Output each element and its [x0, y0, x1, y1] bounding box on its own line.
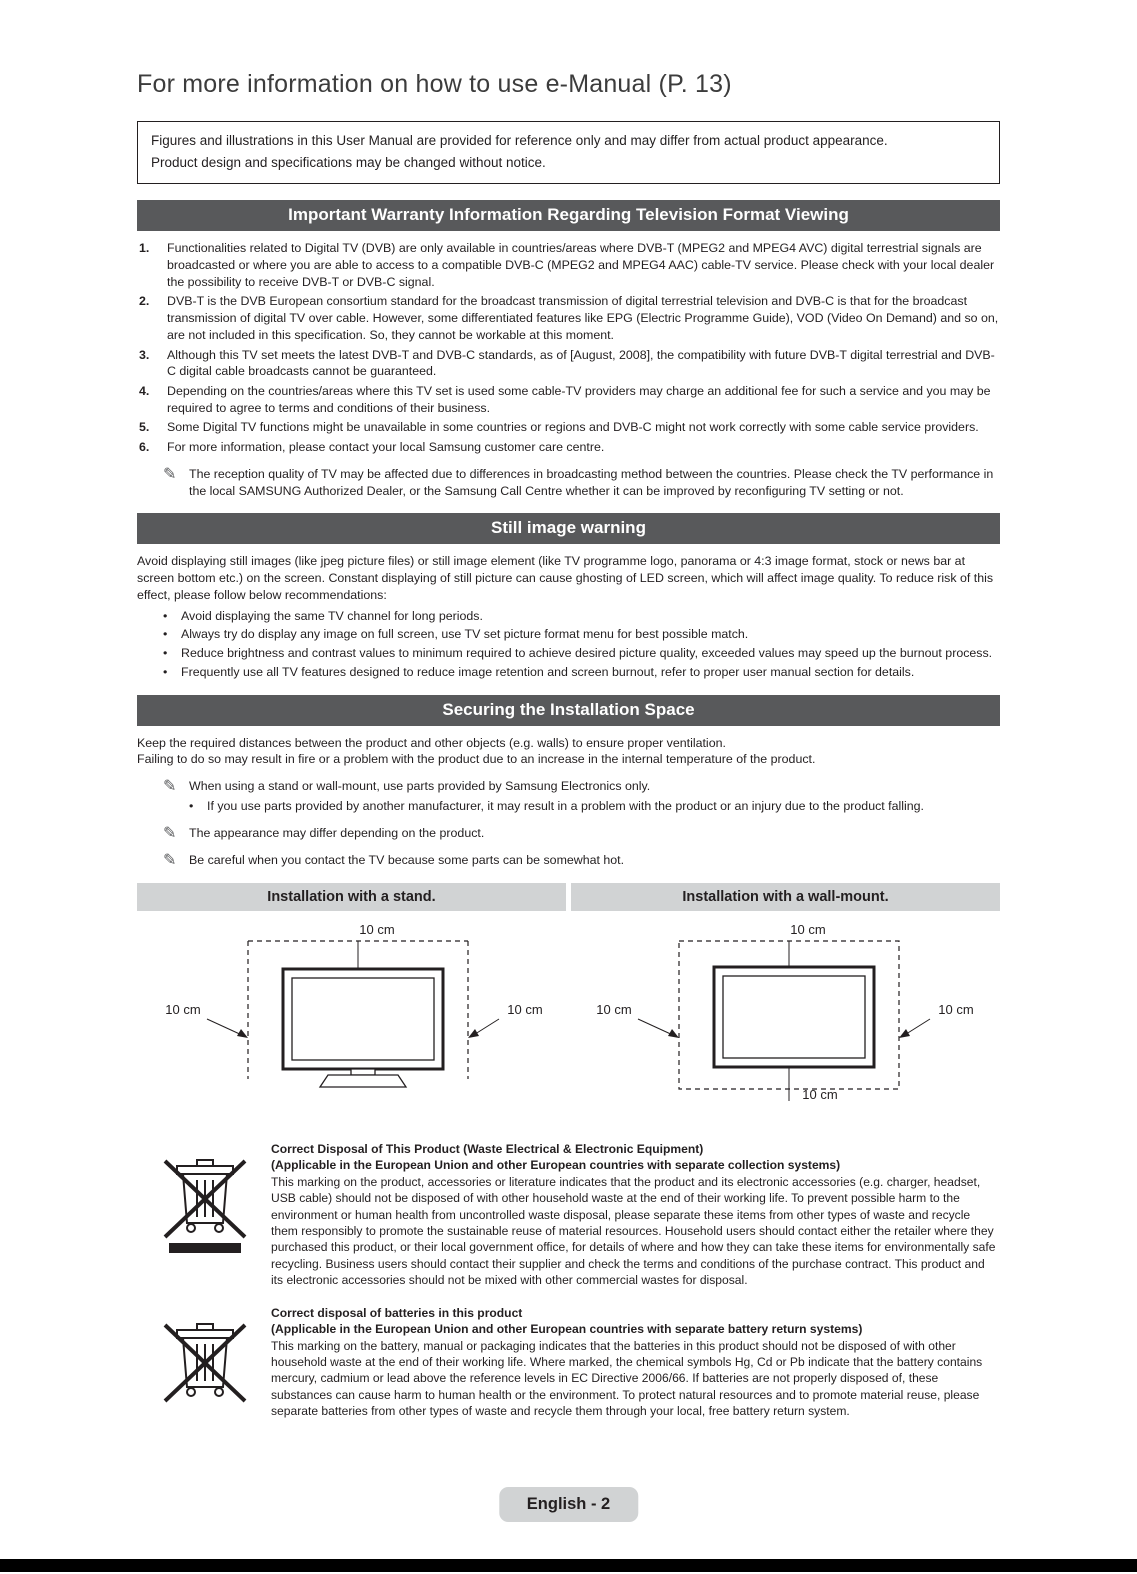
pencil-note-icon: ✎: [163, 778, 177, 796]
item-number: 3.: [139, 347, 150, 362]
distance-label-left: 10 cm: [596, 1001, 632, 1017]
disposal-product-title: Correct Disposal of This Product (Waste Electrical & Electronic Equipment): [271, 1141, 704, 1156]
item-text: Depending on the countries/areas where this TV set is used some cable-TV providers may charge an additional fee for such a service and you may be required to agree to terms and conditions of their business.: [167, 384, 991, 415]
installation-para-1: Keep the required distances between the product and other objects (e.g. walls) to ensure proper ventilation.: [137, 735, 726, 750]
bottom-black-bar: [0, 1559, 1137, 1572]
note-text: The appearance may differ depending on the product.: [189, 825, 485, 840]
distance-label-left: 10 cm: [165, 1001, 201, 1017]
notice-line-2: Product design and specifications may be changed without notice.: [151, 154, 546, 170]
weee-crossed-bin-icon: [153, 1141, 257, 1289]
page-number-badge: [499, 1487, 638, 1522]
bullet-text: Always try do display any image on full screen, use TV set picture format menu for best possible match.: [181, 627, 749, 642]
tv-stand-diagram: [141, 917, 565, 1125]
wall-mount-diagram-column: [569, 917, 1001, 1125]
page-number-label: English - 2: [526, 1495, 611, 1513]
battery-crossed-bin-icon: [153, 1305, 257, 1420]
bullet-item: [163, 626, 1000, 643]
bullet-text: Frequently use all TV features designed to reduce image retention and screen burnout, refer to proper user manual section for details.: [181, 664, 915, 679]
bullet-dot: •: [189, 799, 194, 814]
bullet-text: Avoid displaying the same TV channel for long periods.: [181, 608, 483, 623]
warranty-item: [137, 240, 1000, 290]
disposal-battery-text: [271, 1305, 1000, 1420]
wall-mount-installation-header: Installation with a wall-mount.: [571, 883, 1000, 911]
warranty-section-header: Important Warranty Information Regarding Television Format Viewing: [137, 200, 1000, 231]
note-text: Be careful when you contact the TV because some parts can be somewhat hot.: [189, 852, 625, 867]
notice-box: [137, 121, 1000, 184]
installation-note-1-sub: [189, 798, 1000, 815]
bullet-dot: •: [163, 627, 168, 642]
distance-label-right: 10 cm: [507, 1001, 543, 1017]
installation-diagrams: [137, 917, 1000, 1125]
still-image-bullet-list: [163, 608, 1000, 681]
item-number: 6.: [139, 440, 150, 455]
bullet-text: Reduce brightness and contrast values to minimum required to achieve desired picture quality, exceeded values may speed up the burnout process.: [181, 646, 993, 661]
disposal-product-section: [137, 1141, 1000, 1289]
note-text: When using a stand or wall-mount, use parts provided by Samsung Electronics only.: [189, 779, 651, 794]
disposal-product-subtitle: (Applicable in the European Union and other European countries with separate collection systems): [271, 1158, 841, 1173]
item-number: 2.: [139, 294, 150, 309]
item-text: Some Digital TV functions might be unavailable in some countries or regions and DVB-C might not work correctly with some cable service providers.: [167, 420, 979, 435]
bullet-dot: •: [163, 646, 168, 661]
bullet-dot: •: [163, 664, 168, 679]
disposal-battery-title: Correct disposal of batteries in this product: [271, 1305, 523, 1320]
disposal-product-text: [271, 1141, 1000, 1289]
stand-installation-header: Installation with a stand.: [137, 883, 566, 911]
still-image-section-header: Still image warning: [137, 513, 1000, 544]
warranty-item: [137, 383, 1000, 416]
disposal-battery-body: This marking on the battery, manual or packaging indicates that the batteries in this product should not be disposed of with other household waste at the end of their working life. Where marked, the chemical symbols Hg, Cd or Pb indicate that the battery contains mercury, cadmium or lead above the reference levels in EC Directive 2006/66. If batteries are not properly disposed of, these substances can cause harm to human health or the environment. To protect natural resources and to promote material reuse, please separate batteries from other types of waste and recycle them through your local, free battery return system.: [271, 1338, 983, 1419]
item-text: DVB-T is the DVB European consortium standard for the broadcast transmission of digital terrestrial television and DVB-C is that for the broadcast transmission of digital TV over cable. However, some differentiated features like EPG (Electric Programme Guide), VOD (Video On Demand) and so on, are not included in this specification. So, they cannot be workable at this moment.: [167, 294, 999, 342]
warranty-item: [137, 439, 1000, 456]
tv-wall-mount-diagram: [572, 917, 996, 1125]
disposal-product-body: This marking on the product, accessories or literature indicates that the product and its electronic accessories (e.g. charger, headset, USB cable) should not be disposed of with other household waste at the end of their working life. To prevent possible harm to the environment or human health from uncontrolled waste disposal, please separate these items from other types of waste and recycle them responsibly to promote the sustainable reuse of material resources. Household users should contact either the retailer where they purchased this product, or their local government office, for details of where and how they can take these items for environmentally safe recycling. Business users should contact their supplier and check the terms and conditions of the purchase contract. This product and its electronic accessories should not be mixed with other commercial wastes for disposal.: [271, 1174, 996, 1288]
bullet-dot: •: [163, 608, 168, 623]
warranty-item: [137, 293, 1000, 343]
item-text: Functionalities related to Digital TV (DVB) are only available in countries/areas where DVB-T (MPEG2 and MPEG4 AVC) digital terrestrial signals are broadcasted or where you are able to access to a compatible DVB-C (MPEG2 and MPEG4 AAC) cable-TV service. Please check with your local dealer the possibility to receive DVB-T or DVB-C signal.: [167, 241, 995, 289]
warranty-item: [137, 419, 1000, 436]
item-number: 4.: [139, 384, 150, 398]
installation-section-header: Securing the Installation Space: [137, 695, 1000, 726]
disposal-battery-subtitle: (Applicable in the European Union and other European countries with separate battery return systems): [271, 1322, 863, 1337]
disposal-battery-section: [137, 1305, 1000, 1420]
bullet-item: [163, 608, 1000, 625]
distance-label-top: 10 cm: [790, 921, 826, 937]
installation-note-1: [163, 778, 1000, 795]
stand-diagram-column: [137, 917, 569, 1125]
distance-label-bottom: 10 cm: [802, 1086, 838, 1102]
installation-headers: [137, 883, 1000, 911]
note-text: The reception quality of TV may be affected due to differences in broadcasting method between the countries. Please check the TV performance in the local SAMSUNG Authorized Dealer, or the Samsung Call Centre whether it can be improved by reconfiguring TV setting or not.: [189, 466, 994, 498]
distance-label-top: 10 cm: [359, 921, 395, 937]
distance-label-right: 10 cm: [938, 1001, 974, 1017]
warranty-item: [137, 347, 1000, 380]
notice-line-1: Figures and illustrations in this User Manual are provided for reference only and may differ from actual product appearance.: [151, 133, 888, 148]
bullet-item: [163, 645, 1000, 662]
installation-para-2: Failing to do so may result in fire or a problem with the product due to an increase in the internal temperature of the product.: [137, 752, 816, 767]
page-title: For more information on how to use e-Manual (P. 13): [137, 70, 732, 98]
weee-crossed-bin-graphic: [159, 1147, 251, 1257]
bullet-item: [163, 664, 1000, 681]
item-number: 1.: [139, 241, 150, 256]
still-image-intro: Avoid displaying still images (like jpeg picture files) or still image element (like TV programme logo, panorama or 4:3 image format, stock or news bar at screen bottom etc.) on the screen. Constant displaying of still picture can cause ghosting of LED screen, which will affect image quality. To reduce risk of this effect, please follow below recommendations:: [137, 554, 994, 602]
pencil-note-icon: ✎: [163, 465, 177, 483]
item-text: For more information, please contact your local Samsung customer care centre.: [167, 440, 605, 455]
sub-bullet-text: If you use parts provided by another manufacturer, it may result in a problem with the product or an injury due to the product falling.: [207, 799, 924, 814]
item-text: Although this TV set meets the latest DVB-T and DVB-C standards, as of [August, 2008], the compatibility with future DVB-T digital terrestrial and DVB-C digital cable broadcasts cannot be guaranteed.: [167, 347, 995, 379]
installation-note-3: [163, 852, 1000, 869]
item-number: 5.: [139, 420, 150, 435]
battery-crossed-bin-graphic: [159, 1311, 251, 1409]
warranty-list: [137, 240, 1000, 456]
pencil-note-icon: ✎: [163, 851, 177, 869]
installation-note-2: [163, 825, 1000, 842]
warranty-note: [163, 466, 1000, 499]
pencil-note-icon: ✎: [163, 824, 177, 842]
